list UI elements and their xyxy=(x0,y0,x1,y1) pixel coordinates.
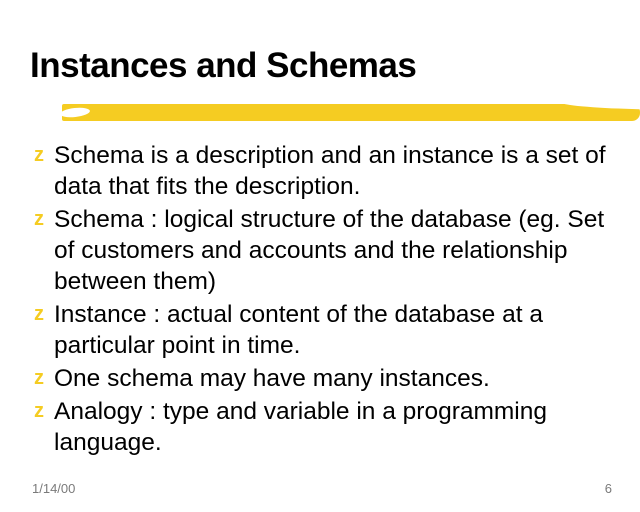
page-title: Instances and Schemas xyxy=(30,46,417,85)
title-underline-brushstroke xyxy=(62,104,640,121)
list-item xyxy=(30,299,626,361)
bullet-marker-icon: z xyxy=(34,208,44,230)
list-item xyxy=(30,204,626,297)
bullet-marker-icon: z xyxy=(34,400,44,422)
footer-page-number: 6 xyxy=(604,481,612,496)
list-item-text: Schema is a description and an instance is a set of data that fits the description. xyxy=(54,142,606,200)
bullet-marker-icon: z xyxy=(34,144,44,166)
list-item xyxy=(30,363,626,394)
bullet-marker-icon: z xyxy=(34,367,44,389)
footer-date: 1/14/00 xyxy=(32,481,76,496)
list-item-text: One schema may have many instances. xyxy=(54,365,490,392)
bullet-marker-icon: z xyxy=(34,303,44,325)
list-item xyxy=(30,396,626,458)
bullet-list xyxy=(30,140,626,460)
list-item-text: Schema : logical structure of the database (eg. Set of customers and accounts and the relationship between them) xyxy=(54,206,605,295)
list-item-text: Analogy : type and variable in a programming language. xyxy=(54,398,548,456)
list-item-text: Instance : actual content of the database at a particular point in time. xyxy=(54,301,543,359)
list-item xyxy=(30,140,626,202)
